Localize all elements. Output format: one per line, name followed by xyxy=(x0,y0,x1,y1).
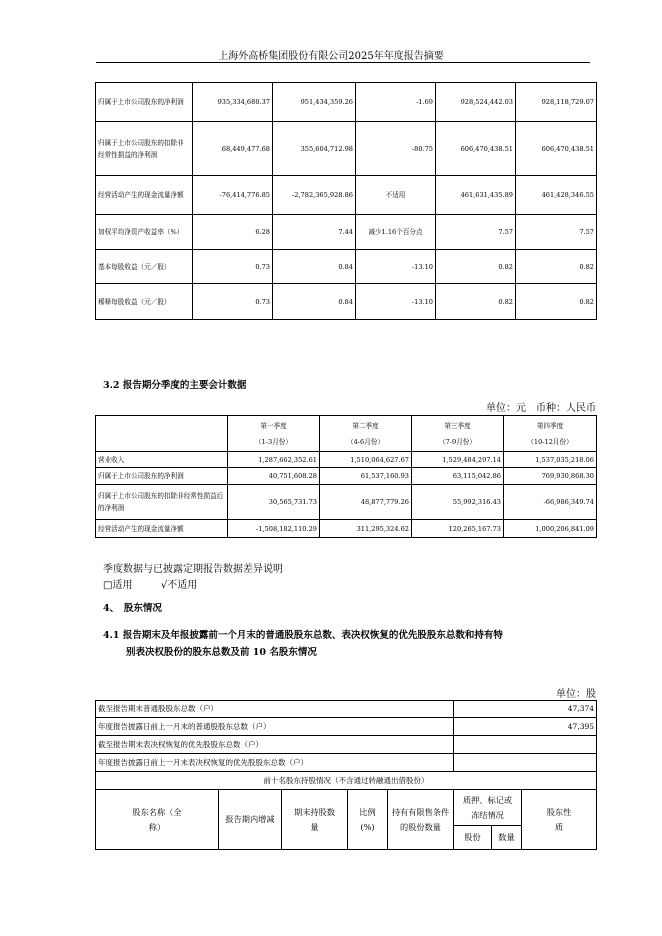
cell-value: 68,449,477.68 xyxy=(193,122,273,176)
cell-value: 0.82 xyxy=(436,284,516,320)
cell-value: 0.82 xyxy=(516,250,597,284)
col-shares-held: 期末持股数量 xyxy=(282,790,348,850)
cell-value: -1,508,182,110.29 xyxy=(228,520,320,538)
table-header-row xyxy=(96,416,597,452)
cell-value: 48,877,779.26 xyxy=(320,485,412,520)
table-row xyxy=(96,485,597,520)
table-row xyxy=(96,122,597,176)
cell-value: 1,529,484,297.14 xyxy=(412,452,504,468)
cell-value: -13.10 xyxy=(356,250,436,284)
cell-value: 928,524,442.03 xyxy=(436,83,516,122)
row-label: 经营活动产生的现金流量净额 xyxy=(96,520,228,538)
summary-value xyxy=(454,754,597,772)
cell-value: 63,115,042.86 xyxy=(412,468,504,485)
header-empty-cell xyxy=(96,416,228,452)
cell-value: 不适用 xyxy=(356,176,436,215)
cell-value: 40,751,608.28 xyxy=(228,468,320,485)
cell-value: 1,510,064,627.67 xyxy=(320,452,412,468)
table-row xyxy=(96,468,597,485)
summary-value: 47,374 xyxy=(454,701,597,718)
row-label: 归属于上市公司股东的扣除非经常性损益的净利润 xyxy=(96,122,193,176)
table-row xyxy=(96,83,597,122)
row-label: 加权平均净资产收益率（%） xyxy=(96,215,193,250)
cell-value: 0.82 xyxy=(516,284,597,320)
cell-value: 769,930,868.30 xyxy=(504,468,597,485)
summary-value xyxy=(454,736,597,754)
quarter-name: 第四季度 xyxy=(536,421,564,430)
cell-value: 61,537,160.93 xyxy=(320,468,412,485)
cell-value: 0.73 xyxy=(193,250,273,284)
quarterly-note: 季度数据与已披露定期报告数据差异说明 xyxy=(103,564,283,575)
col-restricted-shares: 持有有限售条件的股份数量 xyxy=(388,790,454,850)
section-title: 4、 股东情况 xyxy=(103,603,162,614)
cell-value: 606,470,438.51 xyxy=(516,122,597,176)
summary-label: 年度报告披露日前上一月末表决权恢复的优先股股东总数（户） xyxy=(96,754,454,772)
cell-value: 7.44 xyxy=(273,215,356,250)
row-label: 经营活动产生的现金流量净额 xyxy=(96,176,193,215)
summary-label: 年度报告披露日前上一月末的普通股股东总数（户） xyxy=(96,718,454,736)
row-label: 稀释每股收益（元／股） xyxy=(96,284,193,320)
subsection-title-line2: 别表决权股份的股东总数及前 10 名股东情况 xyxy=(126,647,317,658)
cell-value: 55,992,316.43 xyxy=(412,485,504,520)
option-not-applicable: √不适用 xyxy=(160,580,198,591)
top10-title: 前十名股东持股情况（不含通过转融通出借股份） xyxy=(96,772,597,790)
cell-value: 7.57 xyxy=(436,215,516,250)
quarter-range: （7-9月份） xyxy=(439,437,476,446)
col-pledge-quantity: 数量 xyxy=(492,826,522,850)
table-row xyxy=(96,520,597,538)
cell-value: 928,118,729.07 xyxy=(516,83,597,122)
col-period-change: 报告期内增减 xyxy=(219,790,282,850)
header-q1 xyxy=(228,416,320,452)
cell-value: -76,414,776.85 xyxy=(193,176,273,215)
summary-label: 截至报告期末普通股股东总数（户） xyxy=(96,701,454,718)
table-row xyxy=(96,452,597,468)
col-shareholder-nature: 股东性质 xyxy=(522,790,597,850)
quarter-name: 第三季度 xyxy=(444,421,471,430)
header-q4 xyxy=(504,416,597,452)
cell-value: 1,537,035,218.06 xyxy=(504,452,597,468)
cell-value: 951,434,359.26 xyxy=(273,83,356,122)
col-shareholder-name: 股东名称（全称） xyxy=(96,790,219,850)
summary-label: 截至报告期末表决权恢复的优先股股东总数（户） xyxy=(96,736,454,754)
cell-value: 30,565,731.73 xyxy=(228,485,320,520)
cell-value: 0.84 xyxy=(273,284,356,320)
cell-value: 461,631,435.89 xyxy=(436,176,516,215)
cell-value: 355,604,712.98 xyxy=(273,122,356,176)
unit-label: 单位：元 币种：人民币 xyxy=(486,403,596,414)
col-pledge-shares: 股份 xyxy=(454,826,492,850)
cell-value: 0.82 xyxy=(436,250,516,284)
summary-row xyxy=(96,736,597,754)
quarter-name: 第一季度 xyxy=(260,421,287,430)
table-row xyxy=(96,250,597,284)
col-pledge-status: 质押、标记或冻结情况 xyxy=(454,790,522,826)
row-label: 归属于上市公司股东的净利润 xyxy=(96,468,228,485)
header-q2 xyxy=(320,416,412,452)
cell-value: 935,334,680.37 xyxy=(193,83,273,122)
cell-value: 6.28 xyxy=(193,215,273,250)
row-label: 营业收入 xyxy=(96,452,228,468)
unit-label: 单位：股 xyxy=(556,689,596,700)
cell-value: 减少1.16个百分点 xyxy=(356,215,436,250)
cell-value: 0.84 xyxy=(273,250,356,284)
table-row xyxy=(96,284,597,320)
summary-row xyxy=(96,718,597,736)
table-row xyxy=(96,215,597,250)
header-rule xyxy=(96,62,590,63)
row-label: 基本每股收益（元／股） xyxy=(96,250,193,284)
option-applicable: □适用 xyxy=(103,580,133,591)
cell-value: 1,000,206,841.09 xyxy=(504,520,597,538)
column-header-row xyxy=(96,790,597,826)
col-ratio: 比例(%) xyxy=(348,790,388,850)
row-label: 归属于上市公司股东的扣除非经常性损益后的净利润 xyxy=(96,485,228,520)
applicability-options xyxy=(103,576,197,591)
summary-value: 47,395 xyxy=(454,718,597,736)
cell-value: 606,470,438.51 xyxy=(436,122,516,176)
section-title: 3.2 报告期分季度的主要会计数据 xyxy=(103,380,247,391)
shareholder-table xyxy=(95,700,597,850)
cell-value: -1.69 xyxy=(356,83,436,122)
cell-value: 461,428,346.55 xyxy=(516,176,597,215)
cell-value: 7.57 xyxy=(516,215,597,250)
cell-value: -2,782,365,928.86 xyxy=(273,176,356,215)
table-row xyxy=(96,176,597,215)
cell-value: 0.73 xyxy=(193,284,273,320)
cell-value: -66,986,349.74 xyxy=(504,485,597,520)
summary-row xyxy=(96,701,597,718)
cell-value: 1,287,662,352.61 xyxy=(228,452,320,468)
main-accounting-table xyxy=(95,82,597,320)
cell-value: -80.75 xyxy=(356,122,436,176)
cell-value: 311,295,324.62 xyxy=(320,520,412,538)
page-header: 上海外高桥集团股份有限公司2025年年度报告摘要 xyxy=(218,51,444,62)
cell-value: 120,265,167.73 xyxy=(412,520,504,538)
row-label: 归属于上市公司股东的净利润 xyxy=(96,83,193,122)
quarterly-data-table xyxy=(95,415,597,538)
top10-title-row xyxy=(96,772,597,790)
cell-value: -13.10 xyxy=(356,284,436,320)
quarter-range: （1-3月份） xyxy=(255,437,292,446)
header-q3 xyxy=(412,416,504,452)
summary-row xyxy=(96,754,597,772)
subsection-title-line1: 4.1 报告期末及年报披露前一个月末的普通股股东总数、表决权恢复的优先股股东总数和持有特 xyxy=(103,630,503,641)
quarter-range: （10-12月份） xyxy=(527,437,573,446)
quarter-name: 第二季度 xyxy=(352,421,379,430)
quarter-range: （4-6月份） xyxy=(347,437,384,446)
